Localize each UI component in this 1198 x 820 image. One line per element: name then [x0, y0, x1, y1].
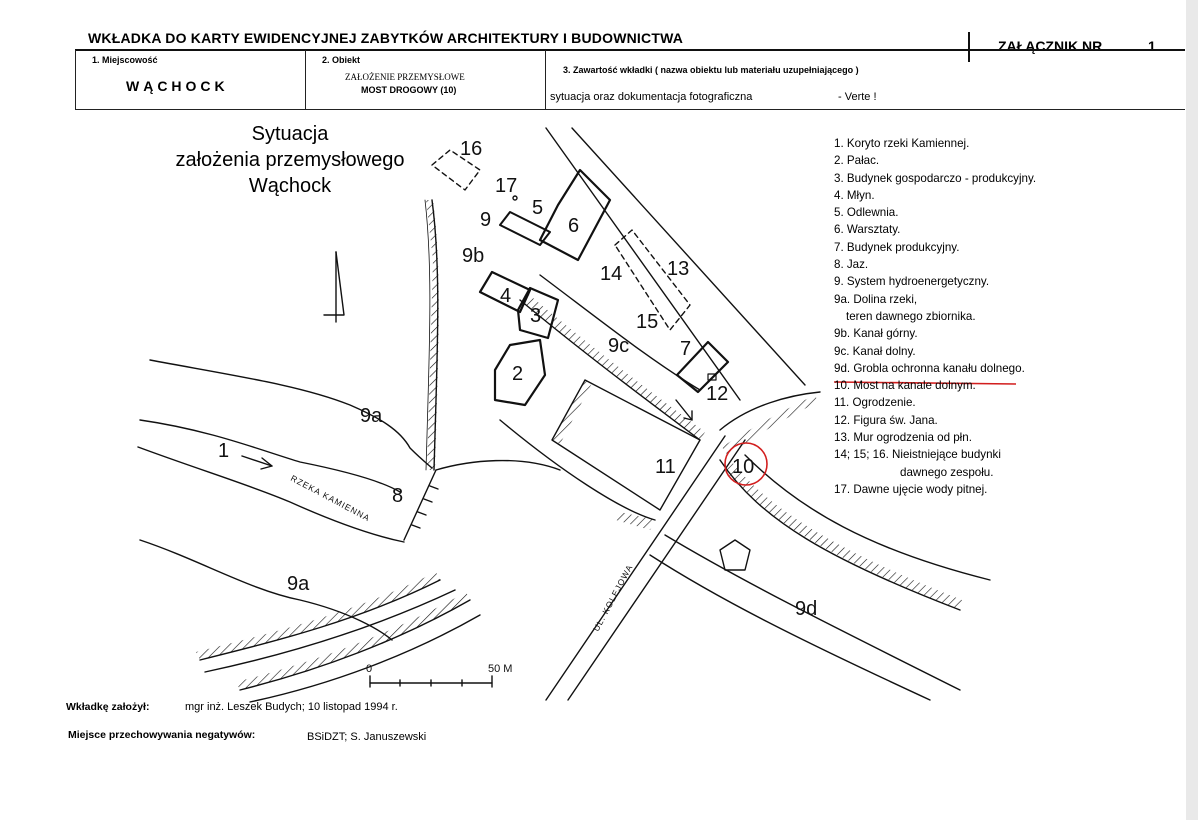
hatch-canal-9c [520, 292, 705, 440]
valley-east [436, 461, 560, 470]
attachment-label: ZAŁĄCZNIK NR [998, 38, 1103, 54]
legend-item: 5. Odlewnia. [834, 206, 899, 220]
road-north-west [546, 128, 740, 400]
map-label-7: 7 [680, 338, 692, 360]
street-name: UL. KOLEJOWA [590, 562, 635, 633]
legend-item: 11. Ogrodzenie. [834, 396, 916, 410]
legend-item: 9c. Kanał dolny. [834, 344, 916, 358]
legend-item: 9a. Dolina rzeki, [834, 292, 918, 306]
map-title-line-1: Sytuacja [251, 123, 329, 145]
locality-label: 1. Miejscowość [92, 55, 158, 65]
hatch-bridge [722, 395, 818, 456]
storage-value: BSiDZT; S. Januszewski [307, 731, 427, 743]
map-label-9d: 9d [795, 598, 818, 620]
legend-item: 2. Pałac. [834, 154, 880, 168]
legend-item-highlighted: 10. Most na kanale dolnym. [834, 379, 976, 393]
object-label: 2. Obiekt [322, 55, 361, 65]
map-label-6: 6 [568, 215, 580, 237]
legend-item: 9. System hydroenergetyczny. [834, 275, 990, 289]
object-line-1: ZAŁOŻENIE PRZEMYSŁOWE [345, 72, 465, 82]
author-value: mgr inż. Leszek Budych; 10 listopad 1994 r. [185, 701, 398, 713]
map-label-11: 11 [655, 456, 676, 478]
content-label: 3. Zawartość wkładki ( nazwa obiektu lub materiału uzupełniającego ) [563, 65, 859, 75]
building-sw [720, 540, 750, 570]
legend-item: 7. Budynek produkcyjny. [834, 240, 960, 254]
object-line-2: MOST DROGOWY (10) [361, 85, 457, 95]
north-arrow-icon [324, 252, 344, 322]
content-note: - Verte ! [838, 91, 877, 103]
legend-item: dawnego zespołu. [900, 465, 994, 479]
legend-item: 6. Warsztaty. [834, 223, 901, 237]
river-bank-south [138, 447, 404, 542]
storage-label: Miejsce przechowywania negatywów: [68, 729, 256, 741]
legend-item: 9d. Grobla ochronna kanału dolnego. [834, 361, 1025, 375]
map-label-10: 10 [732, 456, 755, 478]
river-bank-north [150, 360, 432, 468]
map-label-12: 12 [706, 383, 729, 405]
legend-item: 13. Mur ogrodzenia od płn. [834, 431, 972, 445]
map-title-line-3: Wąchock [248, 175, 332, 197]
map-label-2: 2 [512, 363, 524, 385]
map-label-9c: 9c [608, 335, 630, 357]
legend-item: 4. Młyn. [834, 188, 875, 202]
scale-zero: 0 [366, 663, 373, 675]
map-label-14: 14 [600, 263, 623, 285]
legend-item: 14; 15; 16. Nieistniejące budynki [834, 448, 1001, 462]
map-label-13: 13 [667, 258, 690, 280]
map-label-16: 16 [460, 138, 483, 160]
valley-south [140, 540, 392, 640]
legend-item: teren dawnego zbiornika. [846, 309, 976, 323]
content-value: sytuacja oraz dokumentacja fotograficzna [550, 91, 753, 103]
locality-value: WĄCHOCK [126, 78, 229, 94]
map-label-8: 8 [392, 485, 404, 507]
map-label-9b: 9b [462, 245, 485, 267]
hatch-road-south [616, 512, 656, 530]
map-label-9: 9 [480, 209, 492, 231]
weir-8-teeth [412, 486, 438, 528]
legend-item: 8. Jaz. [834, 258, 869, 272]
author-label: Wkładkę założył: [66, 701, 150, 713]
legend-item: 1. Koryto rzeki Kamiennej. [834, 137, 970, 150]
scan-edge [1186, 0, 1198, 820]
enclosure-11 [552, 380, 700, 510]
scale-label: 50 M [488, 663, 513, 675]
legend [834, 135, 1036, 498]
flow-arrow-icon [242, 456, 272, 469]
map-label-9a-top: 9a [360, 405, 383, 427]
river-name: RZEKA KAMIENNA [289, 472, 373, 524]
legend-item: 3. Budynek gospodarczo - produkcyjny. [834, 171, 1037, 185]
map-label-5: 5 [532, 197, 544, 219]
scale-bar [370, 676, 492, 687]
map-label-3: 3 [530, 305, 542, 327]
form-title: WKŁADKA DO KARTY EWIDENCYJNEJ ZABYTKÓW ARCHITEKTURY I BUDOWNICTWA [88, 30, 684, 46]
legend-item: 9b. Kanał górny. [834, 327, 918, 341]
map-label-1: 1 [218, 440, 230, 462]
road-kolejowa-east [568, 440, 745, 700]
canal-south-4 [250, 615, 480, 702]
attachment-number: 1 [1148, 38, 1156, 54]
map-label-17: 17 [495, 175, 518, 197]
map-title-line-2: założenia przemysłowego [175, 149, 405, 171]
hatch-wall-west [426, 200, 439, 470]
hatch-enclosure [552, 380, 592, 444]
road-curve-south [500, 420, 655, 520]
legend-item: 17. Dawne ujęcie wody pitnej. [834, 482, 988, 496]
hatch-canal-south-2 [196, 572, 440, 660]
map-label-4: 4 [500, 285, 512, 307]
weir-8 [404, 470, 436, 540]
river-bank-north-2 [140, 420, 400, 492]
map-label-9a-bottom: 9a [287, 573, 310, 595]
map-label-15: 15 [636, 311, 659, 333]
legend-item: 12. Figura św. Jana. [834, 413, 938, 427]
